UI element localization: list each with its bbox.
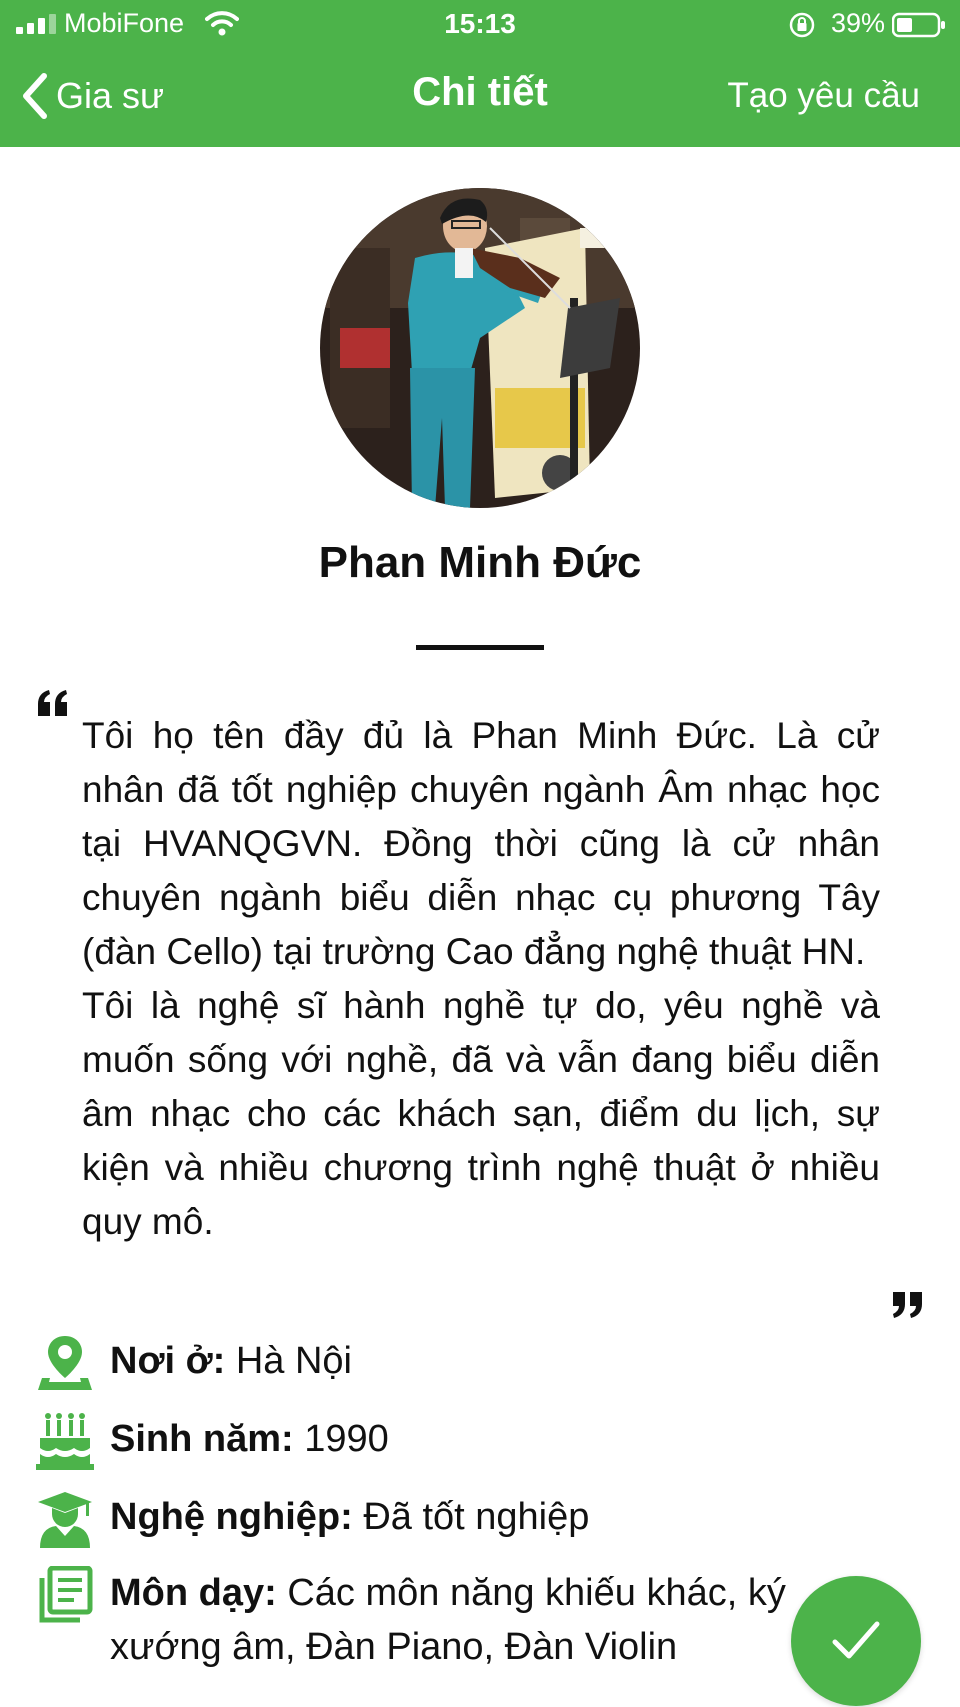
status-bar xyxy=(0,0,960,50)
residence-text xyxy=(110,1334,352,1388)
create-request-button[interactable]: Tạo yêu cầu xyxy=(727,76,920,115)
orientation-lock-icon xyxy=(789,12,815,38)
birth-year-label: Sinh năm: xyxy=(110,1418,294,1460)
birth-year-text xyxy=(110,1412,389,1466)
divider xyxy=(416,645,544,650)
open-quote-icon xyxy=(36,690,70,716)
birthday-cake-icon xyxy=(36,1412,94,1470)
occupation-row xyxy=(36,1490,916,1548)
subjects-value: Các môn năng khiếu khác, ký xướng âm, Đàn Piano, Đàn Violin xyxy=(110,1572,786,1668)
checkmark-icon xyxy=(831,1618,881,1664)
page-title: Chi tiết xyxy=(412,70,548,114)
occupation-value: Đã tốt nghiệp xyxy=(363,1496,590,1538)
navigation-bar xyxy=(0,50,960,147)
tutor-bio xyxy=(82,709,880,1249)
subjects-label: Môn dạy: xyxy=(110,1572,277,1614)
confirm-fab-button[interactable] xyxy=(791,1576,921,1706)
avatar xyxy=(320,188,640,508)
location-pin-icon xyxy=(36,1334,94,1392)
document-list-icon xyxy=(36,1566,94,1624)
back-button-label: Gia sư xyxy=(56,75,165,116)
close-quote-icon xyxy=(890,1292,924,1318)
subjects-row xyxy=(36,1566,826,1674)
battery-percentage: 39% xyxy=(830,8,885,38)
battery-icon xyxy=(892,12,946,38)
bio-paragraph: Tôi họ tên đầy đủ là Phan Minh Đức. Là cử nhân đã tốt nghiệp chuyên ngành Âm nhạc học tại HVANQGVN. Đồng thời cũng là cử nhân chuyên ngành biểu diễn nhạc cụ phương Tây (đàn Cello) tại trường Cao đẳng nghệ thuật HN. xyxy=(82,715,880,972)
clock: 15:13 xyxy=(444,8,516,39)
graduate-icon xyxy=(36,1490,94,1548)
residence-row xyxy=(36,1334,916,1392)
birth-year-value: 1990 xyxy=(304,1418,389,1460)
occupation-label: Nghệ nghiệp: xyxy=(110,1496,353,1538)
occupation-text xyxy=(110,1490,589,1544)
residence-value: Hà Nội xyxy=(235,1340,352,1382)
tutor-name: Phan Minh Đức xyxy=(318,538,642,587)
birth-year-row xyxy=(36,1412,916,1470)
subjects-text xyxy=(110,1566,826,1674)
bio-paragraph: Tôi là nghệ sĩ hành nghề tự do, yêu nghề và muốn sống với nghề, đã và vẫn đang biểu diễn âm nhạc cho các khách sạn, điểm du lịch, sự kiện và nhiều chương trình nghệ thuật ở nhiều quy mô. xyxy=(82,985,880,1242)
carrier-name: MobiFone xyxy=(64,8,185,38)
residence-label: Nơi ở: xyxy=(110,1340,226,1382)
